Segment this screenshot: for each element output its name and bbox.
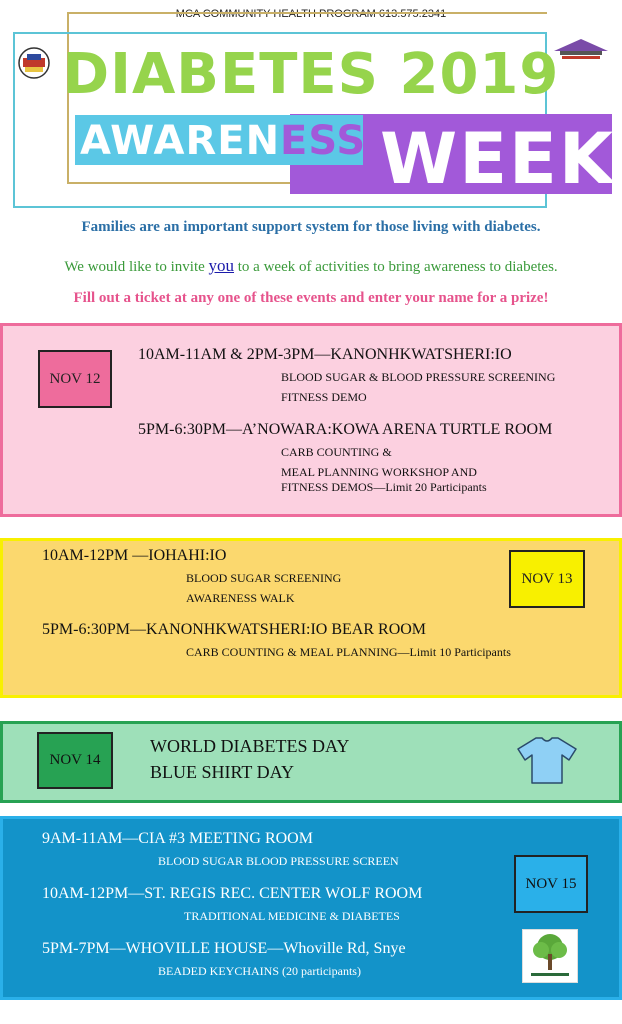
tree-logo-icon	[522, 929, 578, 983]
nov13-event-2: 5PM-6:30PM—KANONHKWATSHERI:IO BEAR ROOM	[42, 621, 427, 638]
nov14-line-2: BLUE SHIRT DAY	[150, 762, 294, 782]
nov15-event-1-item: BLOOD SUGAR BLOOD PRESSURE SCREEN	[158, 854, 399, 868]
nov15-event-1: 9AM-11AM—CIA #3 MEETING ROOM	[42, 830, 313, 847]
nov12-date-badge: NOV 12	[38, 350, 112, 408]
intro-line-2-post: to a week of activities to bring awareness to diabetes.	[234, 259, 558, 275]
nov12-event-2-item-2: MEAL PLANNING WORKSHOP AND	[281, 465, 477, 479]
nov13-event-1-item-1: BLOOD SUGAR SCREENING	[186, 571, 342, 585]
tshirt-icon	[516, 735, 578, 785]
nov15-date-badge: NOV 15	[514, 855, 588, 913]
nov12-event-1-item-1: BLOOD SUGAR & BLOOD PRESSURE SCREENING	[281, 370, 556, 384]
nov14-date-badge: NOV 14	[37, 732, 113, 789]
nov13-date-badge: NOV 13	[509, 550, 585, 608]
nov12-event-2-item-1: CARB COUNTING &	[281, 445, 392, 459]
nov12-event-1-item-2: FITNESS DEMO	[281, 390, 367, 404]
nov14-line-1: WORLD DIABETES DAY	[150, 736, 350, 756]
title-awaren: AWAREN	[80, 118, 281, 164]
nov13-event-1-item-2: AWARENESS WALK	[186, 591, 295, 605]
nov13-event-2-item-1: CARB COUNTING & MEAL PLANNING—Limit 10 Participants	[186, 645, 511, 659]
program-header: MCA COMMUNITY HEALTH PROGRAM 613.575.2341	[175, 8, 447, 20]
nov13-event-1: 10AM-12PM —IOHAHI:IO	[42, 547, 227, 564]
title-week: WEEK	[380, 118, 616, 200]
nov12-event-1: 10AM-11AM & 2PM-3PM—KANONHKWATSHERI:IO	[138, 346, 512, 363]
intro-you: you	[208, 256, 235, 275]
nov12-event-2: 5PM-6:30PM—A’NOWARA:KOWA ARENA TURTLE ROOM	[138, 421, 553, 438]
nov15-event-2: 10AM-12PM—ST. REGIS REC. CENTER WOLF ROOM	[42, 885, 423, 902]
title-diabetes-2019: DIABETES 2019	[62, 42, 560, 107]
nov15-event-3: 5PM-7PM—WHOVILLE HOUSE—Whoville Rd, Snye	[42, 940, 406, 957]
intro-line-3: Fill out a ticket at any one of these events and enter your name for a prize!	[73, 290, 549, 306]
title-awareness	[80, 116, 380, 166]
nov15-event-2-item: TRADITIONAL MEDICINE & DIABETES	[184, 909, 400, 923]
intro-line-1: Families are an important support system for those living with diabetes.	[81, 219, 541, 235]
nov15-event-3-item: BEADED KEYCHAINS (20 participants)	[158, 964, 361, 978]
title-ess: ESS	[280, 118, 367, 164]
intro-line-2	[0, 256, 622, 276]
nov12-event-2-item-3: FITNESS DEMOS—Limit 20 Participants	[281, 480, 487, 494]
intro-line-2-pre: We would like to invite	[64, 259, 209, 275]
